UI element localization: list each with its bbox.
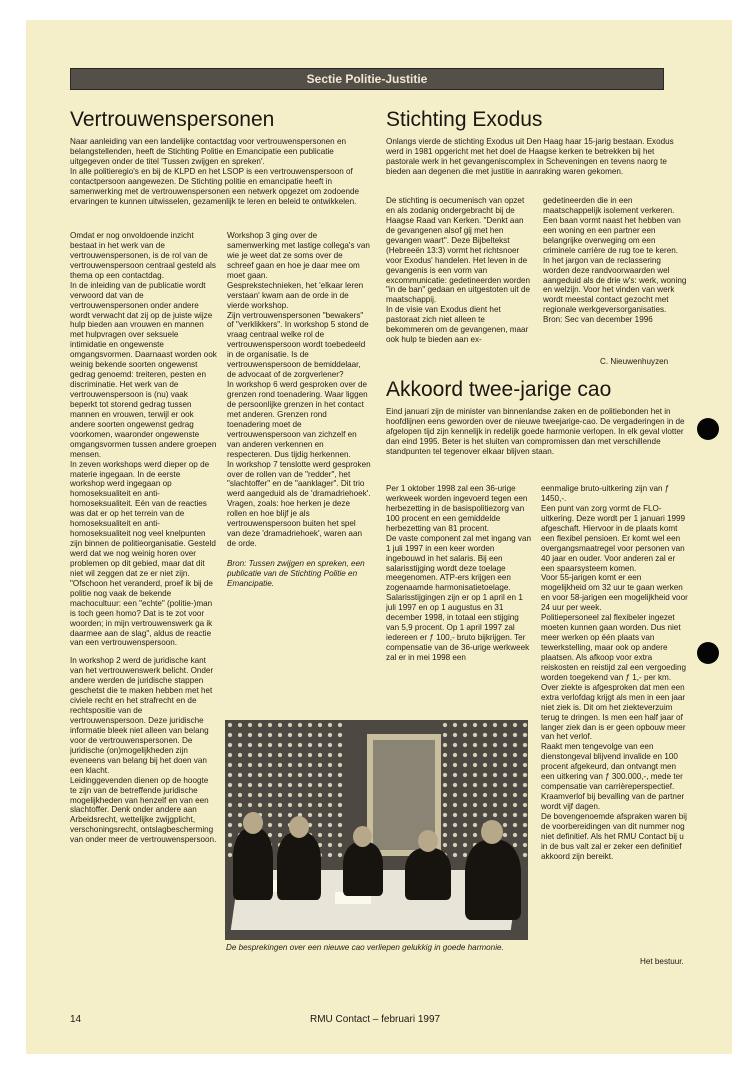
cao-col1-p2: De vaste component zal met ingang van 1 juli 1997 in een keer worden ingebouwd in het salaris. Bij een salarisstijging wordt deze toelage meegenomen. ATP-ers krijgen een zogenaamde harmonisatietoelage. Salarisstijgingen zijn er op 1 april en 1 juli 1997 en op 1 augustus en 31 december 1998, in totaal een stijging van 5,9 procent. Op 1 april 1997 zal iedereen er ƒ 100,- bruto bijkrijgen. Ter compensatie van de 36-urige werkweek zal er in mei 1998 een — [386, 533, 531, 662]
left-col2-p1: Workshop 3 ging over de samenwerking met lastige collega's van wie je weet dat ze soms over de schreef gaan en hoe je daar mee om moet gaan. — [227, 231, 370, 280]
left-col2-p5: In workshop 7 tenslotte werd gesproken over de rollen van de "redder", het "slachtoffer" en de "aanklager". Dit trio werd aangeduid als de 'dramadriehoek'. Vragen, zoals: hoe herken je deze rollen en hoe blijf je als vertrouwenspersoon buiten het spel van deze 'dramadriehoek', waren aan de orde. — [227, 459, 371, 549]
photo-person — [465, 840, 521, 920]
publication-footer: RMU Contact – februari 1997 — [310, 1014, 441, 1025]
photo-person — [343, 842, 383, 896]
punch-hole — [697, 418, 719, 440]
left-col2-p3: Zijn vertrouwenspersonen "bewakers" of "verklikkers". In workshop 5 stond de vraag centraal welke rol de vertrouwenspersoon wordt toebedeeld in de organisatie. Is de vertrouwenspersoon de bemiddelaar, de advocaat of de zorgverlener? — [227, 310, 369, 380]
cao-col1-p1: Per 1 oktober 1998 zal een 36-urige werkweek worden ingevoerd tegen een herbezetting in de basispolitiezorg van 100 procent en een gemiddelde herbezetting van 81 procent. — [386, 484, 528, 533]
meeting-photo — [225, 720, 528, 940]
cao-col2 — [541, 484, 688, 954]
exodus-col1 — [386, 196, 531, 368]
section-title-bar: Sectie Politie-Justitie — [70, 68, 664, 90]
cao-signature: Het bestuur. — [640, 957, 684, 966]
left-intro-p1: Naar aanleiding van een landelijke contactdag voor vertrouwenspersonen en belangstellenden, heeft de Stichting Politie en Emancipatie een publicatie uitgegeven onder de titel 'Tussen zwijgen en spreken'. — [70, 137, 346, 166]
cao-intro: Eind januari zijn de minister van binnenlandse zaken en de politiebonden het in hoofdlijnen eens geworden over de nieuwe tweejarige-cao. De vergaderingen in de afgelopen tijd zijn kennelijk in redelijk goede harmonie verlopen. In elk geval vlotter dan eind 1995. Beter is het sluiten van compromissen dan met verschillende standpunten tel tegenover elkaar blijven staan. — [386, 407, 685, 456]
exodus-signature: C. Nieuwenhuyzen — [600, 357, 669, 366]
photo-person — [405, 848, 451, 900]
left-source: Bron: Tussen zwijgen en spreken, een publicatie van de Stichting Politie en Emancipatie. — [227, 559, 365, 588]
photo-person — [277, 832, 321, 900]
headline-stichting-exodus: Stichting Exodus — [386, 108, 543, 131]
photo-person-head — [289, 816, 309, 838]
cao-col1 — [386, 484, 531, 716]
photo-person-head — [243, 812, 263, 834]
exodus-col1-p2: In de visie van Exodus dient het pastoraat zich niet alleen te bekommeren om de gevangenen, maar ook hulp te bieden aan ex- — [386, 305, 529, 345]
exodus-intro: Onlangs vierde de stichting Exodus uit Den Haag haar 15-jarig bestaan. Exodus werd in 1981 opgericht met het doel de Haagse kerken te betrekken bij het pastorale werk in het gevangeniscomplex in Scheveningen en tevens naorg te bieden aan degenen die met justitie in aanraking waren gekomen. — [386, 137, 674, 176]
left-col1-p5: Leidinggevenden dienen op de hoogte te zijn van de betreffende juridische mogelijkheden van henzelf en van een slachtoffer. Denk onder andere aan Arbeidsrecht, wettelijke zwijgplicht, verschoningsrecht, ontslagbescherming van onder meer de vertrouwenspersoon. — [70, 775, 217, 845]
left-col1-p4: In workshop 2 werd de juridische kant van het vertrouwenswerk belicht. Onder andere werden de juridische stappen geschetst die te maken hebben met het civiele recht en het strafrecht en de rechtspositie van de vertrouwenspersoon. Deze juridische informatie bleek niet alleen van belang voor de vertrouwenspersonen. De juridische (on)mogelijkheden zijn eveneens van belang bij het doen van een klacht. — [70, 656, 214, 775]
photo-person-head — [481, 820, 503, 844]
cao-col2-p5: Over ziekte is afgesproken dat men een extra verlofdag krijgt als men in een jaar niet ziek is. Dit om het ziekteverzuim terug te dringen. Is men een half jaar of langer ziek dan is er geen opbouw meer van het verlof. — [541, 682, 686, 742]
headline-vertrouwenspersonen: Vertrouwenspersonen — [70, 108, 275, 131]
exodus-col2-p3: Bron: Sec van december 1996 — [543, 315, 653, 325]
left-col1-p3: In zeven workshops werd dieper op de materie ingegaan. In de eerste workshop werd ingegaan op homoseksualiteit en anti-homoseksualiteit. Eén van de reacties was dat er op het terrein van de homoseksualiteit en anti-homoseksualiteit nog veel knelpunten zijn binnen de politieorganisatie. Gesteld werd dat we nog weinig horen over problemen op dit gebied, maar dat dit niet wil zeggen dat ze er niet zijn. "Ofschoon het veranderd, proef ik bij de politie nog vaak de bekende machocultuur: een "echte" (politie-)man is toch geen homo? Dat is te zot voor woorden; in mijn vertrouwenswerk ga ik daarmee aan de slag", aldus de reactie van een vertrouwenspersoon. — [70, 459, 216, 648]
left-col1-p1: Omdat er nog onvoldoende inzicht bestaat in het werk van de vertrouwenspersonen, is de rol van de vertrouwenspersoon centraal gesteld als thema op een contactdag. — [70, 231, 216, 280]
exodus-col1-p1: De stichting is oecumenisch van opzet en als zodanig ondergebracht bij de Haagse Raad van Kerken. "Denkt aan de gevangenen alsof gij met hen gevangen waart". Deze Bijbeltekst (Hebreeën 13:3) vormt het richtsnoer voor Exodus' handelen. Het leven in de gevangenis is een vorm van excommunicatie: gedetineerden worden "in de ban" gedaan en uitgestoten uit de maatschappij. — [386, 196, 531, 305]
left-col2-p2: Gesprekstechnieken, het 'elkaar leren verstaan' kwam aan de orde in de vierde workshop. — [227, 280, 364, 310]
photo-person-head — [353, 826, 372, 847]
left-col1-p2: In de inleiding van de publicatie wordt verwoord dat van de vertrouwenspersonen onder andere wordt verwacht dat zij op de juiste wijze hulp bieden aan vrouwen en mannen met hulpvragen over seksuele intimidatie en ongewenste omgangsvormen. Daarnaast worden ook weinig bekende soorten ongewenst gedrag genoemd: treiteren, pesten en discriminatie. Het werk van de vertrouwenspersoon is (nu) vaak beperkt tot storend gedrag tussen mannen en vrouwen, terwijl er ook andere soorten ongewenst gedrag voorkomen, waaronder ongewenste omgangsvormen tussen andere groepen mensen. — [70, 280, 217, 459]
photo-caption: De besprekingen over een nieuwe cao verliepen gelukkig in goede harmonie. — [226, 943, 504, 952]
cao-col2-p6: Raakt men tengevolge van een dienstongeval blijvend invalide en 100 procent afgekeurd, dan ontvangt men een uitkering van ƒ 300.000,-, mede ter compensatie van carrièreperspectief. — [541, 742, 683, 792]
exodus-col2 — [543, 196, 688, 356]
exodus-col2-p1: gedetineerden die in een maatschappelijk isolement verkeren. Een baan vormt naast het hebben van een woning en een partner een belangrijke overweging om een criminele carrière de rug toe te keren. — [543, 196, 681, 255]
left-intro — [70, 137, 370, 231]
cao-col2-p8: De bovengenoemde afspraken waren bij de voorbereidingen van dit nummer nog niet definitief. Als het RMU Contact bij u in de bus valt zal er zeker een definitief akkoord zijn bereikt. — [541, 811, 687, 861]
cao-col2-p1: eenmalige bruto-uitkering zijn van ƒ 1450,-. — [541, 484, 670, 503]
cao-col2-p3: Voor 55-jarigen komt er een mogelijkheid om 32 uur te gaan werken en voor 58-jarigen een mogelijkheid voor 24 uur per week. — [541, 573, 688, 613]
cao-col2-p4: Politiepersoneel zal flexibeler ingezet moeten kunnen gaan worden. Dus niet meer werken op één plaats van tewerkstelling, maar ook op andere plaatsen. Als afkoop voor extra reiskosten en reistijd zal een vergoeding worden toegekend van ƒ 1,- per km. — [541, 613, 686, 682]
headline-akkoord-cao: Akkoord twee-jarige cao — [386, 378, 612, 401]
left-col1 — [70, 231, 217, 961]
cao-col2-p7: Kraamverlof bij bevalling van de partner wordt vijf dagen. — [541, 792, 685, 811]
left-col2 — [227, 231, 371, 701]
photo-person — [233, 828, 273, 900]
page-number: 14 — [70, 1014, 82, 1025]
exodus-col2-p2: In het jargon van de reclassering worden deze randvoorwaarden wel aangeduid als de drie w's: werk, woning en welzijn. Voor het vinden van werk wordt meestal contact gezocht met regionale werkgeversorganisaties. — [543, 255, 687, 315]
left-intro-p2: In alle politieregio's en bij de KLPD en het LSOP is een vertrouwenspersoon of contactpersoon aangewezen. De Stichting politie en emancipatie heeft in samenwerking met de vertrouwenspersonen een netwerk opgezet om zodoende ervaringen te kunnen uitwisselen, gezamenlijk te leren en beleid te ontwikkelen. — [70, 166, 360, 206]
punch-hole — [697, 642, 719, 664]
cao-col2-p2: Een punt van zorg vormt de FLO-uitkering. Deze wordt per 1 januari 1999 afgeschaft. Hiervoor in de plaats komt een flexibel pensioen. Er komt wel een overgangsmaatregel voor personen van 40 jaar en ouder. Voor anderen zal er een spaarsysteem komen. — [541, 503, 686, 573]
left-col2-p4: In workshop 6 werd gesproken over de grenzen rond toenadering. Waar liggen de persoonlijke grenzen in het contact met anderen. Grenzen rond toenadering moet de vertrouwenspersoon van zichzelf en van anderen verkennen en respecteren. Dus tijdig herkennen. — [227, 380, 368, 459]
photo-person-head — [418, 830, 438, 852]
